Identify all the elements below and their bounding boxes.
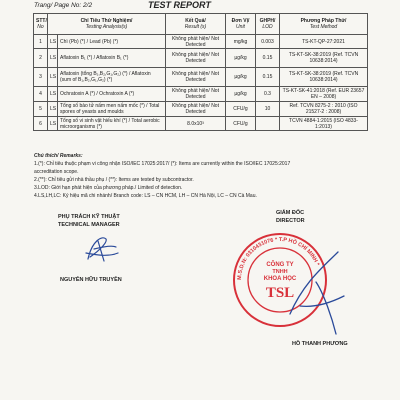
header-lod: GHPH/ LOD — [256, 14, 280, 35]
cell-result: Không phát hiện/ Not Detected — [166, 35, 226, 49]
table-row — [34, 35, 368, 49]
cell-result: 8.0x10³ — [166, 117, 226, 131]
cell-unit: µg/kg — [226, 49, 256, 68]
cell-lod: 0.15 — [256, 49, 280, 68]
company-stamp — [220, 222, 350, 342]
technical-manager-title-vi: PHỤ TRÁCH KỸ THUẬT — [58, 214, 120, 220]
cell-no: 5 — [34, 102, 48, 117]
technical-manager-signature — [82, 231, 122, 267]
director-title-en: DIRECTOR — [276, 218, 305, 224]
cell-lod — [256, 117, 280, 131]
technical-manager-name: NGUYỄN HỮU TRUYỀN — [60, 277, 122, 283]
stamp-line1: CÔNG TY — [266, 262, 294, 268]
table-row — [34, 49, 368, 68]
remark-line: 1.(*): Chỉ tiêu thuộc phạm vi công nhận ISO/IEC 17025:2017/ (*): Items are currently within the ISO/IEC 17025:2017 — [34, 161, 291, 167]
page-number: Trang/ Page No: 2/2 — [34, 2, 93, 9]
cell-param: Aflatoxin (tổng B₁,B₂,G₁,G₂) (*) / Aflatoxin (sum of B₁,B₂,G₁,G₂) (*) — [58, 68, 166, 87]
remarks-section — [34, 152, 368, 200]
table-row — [34, 102, 368, 117]
cell-unit: CFU/g — [226, 117, 256, 131]
cell-method: TS-KT-SK-38:2019 (Ref. TCVN 10638:2014) — [280, 68, 368, 87]
technical-manager-block — [58, 213, 120, 229]
cell-lod: 0.15 — [256, 68, 280, 87]
table-row — [34, 87, 368, 102]
cell-no: 6 — [34, 117, 48, 131]
cell-lab: LS — [48, 87, 58, 102]
cell-no: 2 — [34, 49, 48, 68]
cell-result: Không phát hiện/ Not Detected — [166, 49, 226, 68]
cell-lod: 0.3 — [256, 87, 280, 102]
cell-param: Tổng số vi sinh vật hiếu khí (*) / Total aerobic microorganisms (*) — [58, 117, 166, 131]
header-result: Kết Quả/ Result (s) — [166, 14, 226, 35]
header-stt: STT/ No — [34, 14, 48, 35]
table-row — [34, 68, 368, 87]
cell-method: TS-KT-SK-38:2019 (Ref. TCVN 10638:2014) — [280, 49, 368, 68]
report-title: TEST REPORT — [148, 0, 211, 10]
stamp-brand: TSL — [265, 285, 295, 301]
cell-lod: 10 — [256, 102, 280, 117]
director-name: HỒ THANH PHƯƠNG — [292, 341, 348, 347]
technical-manager-title-en: TECHNICAL MANAGER — [58, 222, 120, 228]
header-unit: Đơn Vị/ Unit — [226, 14, 256, 35]
cell-lab: LS — [48, 102, 58, 117]
results-table — [33, 13, 368, 131]
stamp-ring-text: M.S.D.N: 0310431076 * T.P HỒ CHÍ MINH * — [236, 236, 321, 281]
cell-unit: µg/kg — [226, 87, 256, 102]
cell-unit: µg/kg — [226, 68, 256, 87]
cell-no: 4 — [34, 87, 48, 102]
cell-method: TS-KT-QP-27:2021 — [280, 35, 368, 49]
stamp-line3: KHOA HỌC — [263, 276, 297, 282]
cell-result: Không phát hiện/ Not Detected — [166, 87, 226, 102]
cell-lab: LS — [48, 68, 58, 87]
header-param: Chỉ Tiêu Thử Nghiệm/ Testing Analysis(s) — [48, 14, 166, 35]
cell-param: Ochratoxin A (*) / Ochratoxin A (*) — [58, 87, 166, 102]
remark-line: 2.(**): Chỉ tiêu gửi nhà thầu phụ / (**): Items are tested by subcontractor. — [34, 177, 194, 183]
cell-param: Tổng số bào tử nấm men nấm mốc (*) / Total spores of yeasts and moulds — [58, 102, 166, 117]
cell-result: Không phát hiện/ Not Detected — [166, 68, 226, 87]
stamp-line2: TNHH — [272, 269, 288, 275]
cell-unit: mg/kg — [226, 35, 256, 49]
cell-lab: LS — [48, 49, 58, 68]
cell-no: 1 — [34, 35, 48, 49]
cell-method: TCVN 4884-1:2015 (ISO 4833-1:2013) — [280, 117, 368, 131]
remark-line: accreditation scope. — [34, 169, 79, 175]
cell-no: 3 — [34, 68, 48, 87]
table-header-row — [34, 14, 368, 35]
remark-line: 4.LS,LH,LC: Ký hiệu mã chi nhánh/ Branch code: LS – CN HCM, LH – CN Hà Nội, LC – CN Cà Mau. — [34, 193, 257, 199]
cell-lab: LS — [48, 35, 58, 49]
cell-method: TS-KT-SK-41:2018 (Ref. EUR 23657 EN – 2008) — [280, 87, 368, 102]
cell-result: Không phát hiện/ Not Detected — [166, 102, 226, 117]
header-method: Phương Pháp Thử/ Test Method — [280, 14, 368, 35]
cell-param: Chì (Pb) (*) / Lead (Pb) (*) — [58, 35, 166, 49]
cell-lod: 0.003 — [256, 35, 280, 49]
remark-line: 3.LOD: Giới hạn phát hiện của phương pháp./ Limited of detection. — [34, 185, 183, 191]
table-row — [34, 117, 368, 131]
cell-param: Aflatoxin B₁ (*) / Aflatoxin B₁ (*) — [58, 49, 166, 68]
cell-method: Ref. TCVN 8275-2 : 2010 (ISO 21527-2 : 2008) — [280, 102, 368, 117]
director-title-vi: GIÁM ĐỐC — [276, 210, 305, 216]
cell-lab: LS — [48, 117, 58, 131]
cell-unit: CFU/g — [226, 102, 256, 117]
remarks-title: Chú thích/ Remarks: — [34, 153, 83, 159]
